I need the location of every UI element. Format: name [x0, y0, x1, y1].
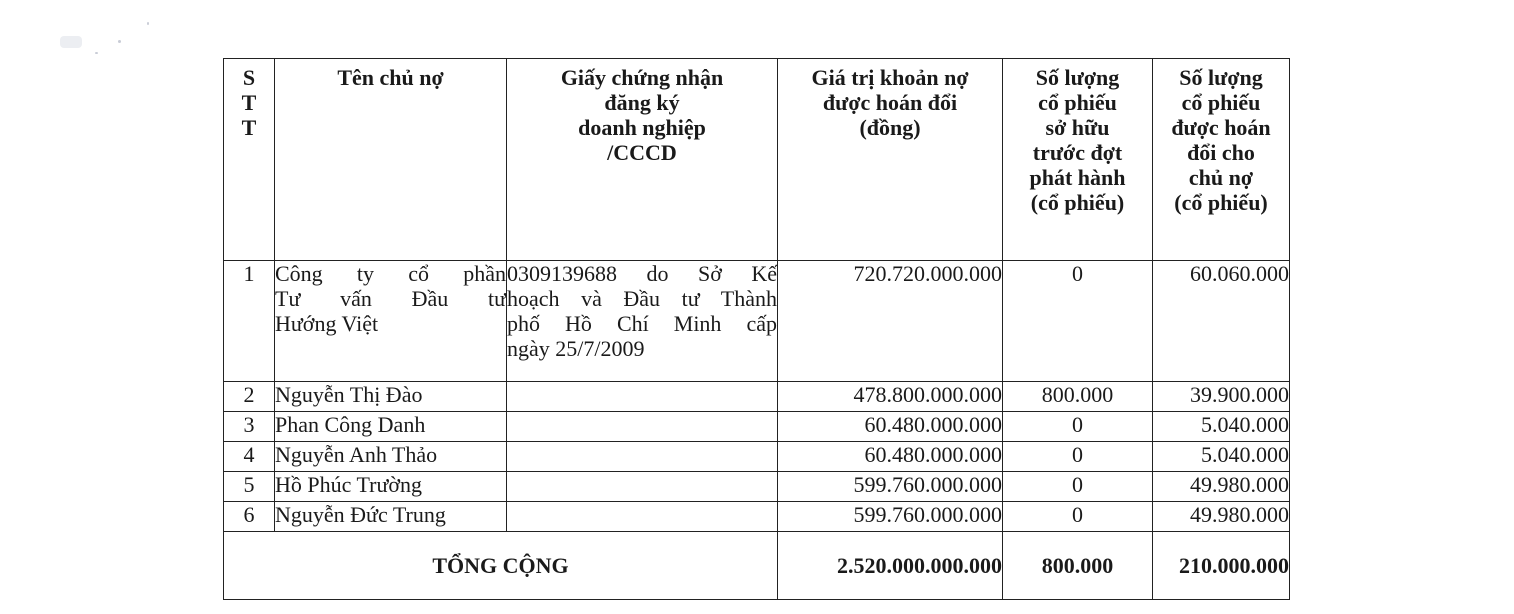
row-stt: 3: [224, 412, 275, 442]
creditor-name: Hồ Phúc Trường: [275, 472, 507, 502]
shares-before: 0: [1003, 261, 1153, 382]
registration-blank: [507, 472, 778, 502]
row-stt: 1: [224, 261, 275, 382]
header-registration: Giấy chứng nhận đăng ký doanh nghiệp /CCCD: [507, 59, 778, 261]
shares-swapped: 60.060.000: [1153, 261, 1290, 382]
table-row: [224, 442, 1290, 472]
registration-blank: [507, 412, 778, 442]
total-label: TỔNG CỘNG: [224, 532, 778, 600]
scan-speck: [95, 52, 98, 54]
header-shares-before: Số lượng cổ phiếu sở hữu trước đợt phát hành (cổ phiếu): [1003, 59, 1153, 261]
table-row: [224, 261, 1290, 382]
total-row: [224, 532, 1290, 600]
header-shares-swapped: Số lượng cổ phiếu được hoán đổi cho chủ nợ (cổ phiếu): [1153, 59, 1290, 261]
registration-blank: [507, 442, 778, 472]
shares-swapped: 5.040.000: [1153, 442, 1290, 472]
header-creditor-name: Tên chủ nợ: [275, 59, 507, 261]
scan-smudge: [60, 36, 82, 48]
debt-value: 599.760.000.000: [778, 502, 1003, 532]
registration-blank: [507, 502, 778, 532]
debt-value: 60.480.000.000: [778, 442, 1003, 472]
table-row: [224, 502, 1290, 532]
header-debt-value: Giá trị khoản nợ được hoán đổi (đồng): [778, 59, 1003, 261]
shares-before: 0: [1003, 472, 1153, 502]
row-stt: 6: [224, 502, 275, 532]
row-stt: 5: [224, 472, 275, 502]
creditor-name: Công ty cổ phần Tư vấn Đầu tư Hướng Việt: [275, 261, 507, 382]
registration-info: 0309139688 do Sở Kế hoạch và Đầu tư Thành phố Hồ Chí Minh cấp ngày 25/7/2009: [507, 261, 778, 382]
shares-swapped: 49.980.000: [1153, 502, 1290, 532]
debt-value: 720.720.000.000: [778, 261, 1003, 382]
table-row: [224, 412, 1290, 442]
scan-speck: [118, 40, 121, 43]
total-shares-before: 800.000: [1003, 532, 1153, 600]
total-shares-swapped: 210.000.000: [1153, 532, 1290, 600]
total-debt-value: 2.520.000.000.000: [778, 532, 1003, 600]
debt-value: 599.760.000.000: [778, 472, 1003, 502]
table-row: [224, 472, 1290, 502]
shares-swapped: 49.980.000: [1153, 472, 1290, 502]
creditor-name: Nguyễn Đức Trung: [275, 502, 507, 532]
header-row: [224, 59, 1290, 261]
shares-before: 0: [1003, 502, 1153, 532]
creditor-share-swap-table: [223, 58, 1290, 600]
shares-before: 0: [1003, 412, 1153, 442]
creditor-name: Nguyễn Thị Đào: [275, 382, 507, 412]
shares-before: 800.000: [1003, 382, 1153, 412]
creditor-name: Nguyễn Anh Thảo: [275, 442, 507, 472]
row-stt: 4: [224, 442, 275, 472]
shares-swapped: 39.900.000: [1153, 382, 1290, 412]
registration-blank: [507, 382, 778, 412]
shares-swapped: 5.040.000: [1153, 412, 1290, 442]
shares-before: 0: [1003, 442, 1153, 472]
creditor-name: Phan Công Danh: [275, 412, 507, 442]
scan-speck: [147, 22, 149, 25]
debt-value: 478.800.000.000: [778, 382, 1003, 412]
header-stt: S T T: [224, 59, 275, 261]
table-row: [224, 382, 1290, 412]
debt-value: 60.480.000.000: [778, 412, 1003, 442]
row-stt: 2: [224, 382, 275, 412]
